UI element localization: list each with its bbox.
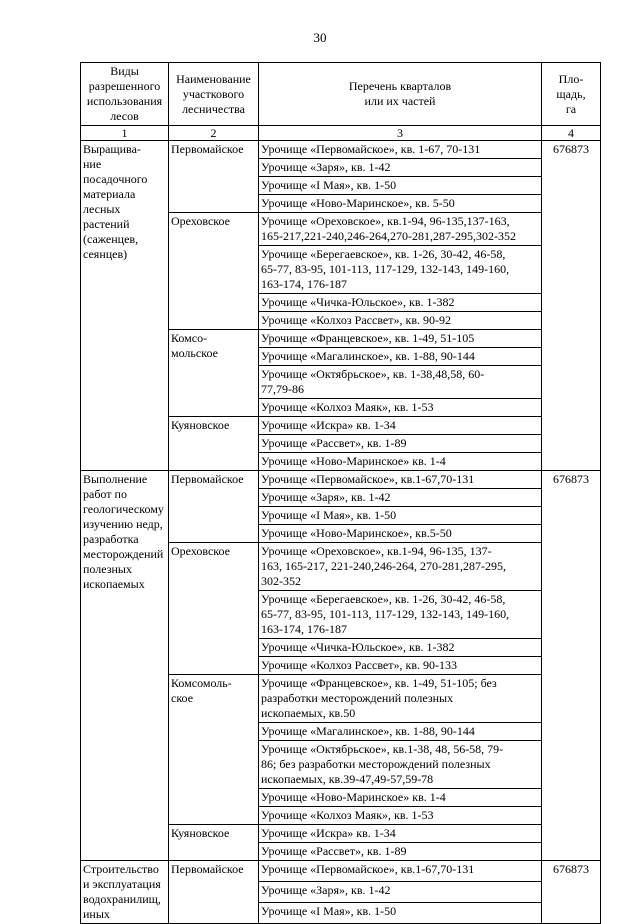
quarters-cell: [259, 366, 542, 399]
text-line: Куяновское: [171, 826, 230, 840]
text-line: разработка: [83, 532, 139, 546]
quarters-cell: [259, 471, 542, 489]
quarters-cell: [259, 591, 542, 639]
text-line: разрешенного: [88, 79, 161, 93]
text-line: Комсо-: [171, 331, 208, 345]
text-line: посадочного: [83, 172, 148, 186]
use-type-cell: [81, 141, 169, 471]
text-line: разработки месторождений полезных: [261, 691, 454, 705]
quarters-cell: [259, 177, 542, 195]
quarters-cell: [259, 843, 542, 861]
quarters-cell: [259, 723, 542, 741]
forestry-cell: [169, 861, 259, 924]
page-number: 30: [313, 30, 327, 45]
text-line: Урочище «Заря», кв. 1-42: [261, 160, 391, 174]
text-line: 77,79-86: [261, 382, 304, 396]
text-line: геологическому: [83, 502, 164, 516]
quarters-cell: [259, 348, 542, 366]
text-line: Урочище «Заря», кв. 1-42: [261, 490, 391, 504]
text-line: ископаемых, кв.39-47,49-57,59-78: [261, 772, 434, 786]
text-line: Урочище «Магалинское», кв. 1-88, 90-144: [261, 349, 475, 363]
quarters-cell: [259, 807, 542, 825]
quarters-cell: [259, 312, 542, 330]
text-line: Урочище «I Мая», кв. 1-50: [261, 904, 397, 918]
table-row: [81, 861, 601, 882]
quarters-cell: [259, 213, 542, 246]
text-line: щадь,: [556, 86, 586, 101]
quarters-cell: [259, 903, 542, 924]
text-line: Урочище «Ново-Маринское», кв. 5-50: [261, 196, 455, 210]
text-line: месторождений: [83, 547, 164, 561]
text-line: 65-77, 83-95, 101-113, 117-129, 132-143, 149-160,: [261, 607, 510, 621]
text-line: сеянцев): [83, 247, 128, 261]
forestry-cell: [169, 543, 259, 675]
text-line: или их частей: [364, 94, 436, 108]
column-number: 1: [81, 126, 169, 141]
quarters-cell: [259, 543, 542, 591]
quarters-cell: [259, 861, 542, 882]
text-line: Комсомоль-: [171, 676, 232, 690]
text-line: изучению недр,: [83, 517, 163, 531]
text-line: Урочище «Первомайское», кв. 1-67, 70-131: [261, 142, 481, 156]
text-line: Выращива-: [83, 142, 141, 156]
text-line: материала: [83, 187, 136, 201]
text-line: Урочище «I Мая», кв. 1-50: [261, 508, 397, 522]
text-line: Урочище «I Мая», кв. 1-50: [261, 178, 397, 192]
text-line: Урочище «Чичка-Юльское», кв. 1-382: [261, 640, 455, 654]
text-line: 302-352: [261, 574, 301, 588]
text-line: 165-217,221-240,246-264,270-281,287-295,302-352: [261, 229, 516, 243]
text-line: ископаемых, кв.50: [261, 706, 356, 720]
table-row: [81, 141, 601, 159]
text-line: 65-77, 83-95, 101-113, 117-129, 132-143, 149-160,: [261, 262, 510, 276]
forest-use-table: [80, 62, 601, 924]
area-cell: 676873: [542, 861, 601, 924]
text-line: Урочище «Чичка-Юльское», кв. 1-382: [261, 295, 455, 309]
text-line: и эксплуатация: [83, 877, 161, 891]
column-number: 3: [259, 126, 542, 141]
quarters-cell: [259, 246, 542, 294]
text-line: га: [565, 101, 577, 116]
quarters-cell: [259, 657, 542, 675]
use-type-cell: [81, 861, 169, 924]
text-line: Урочище «Колхоз Рассвет», кв. 90-133: [261, 658, 457, 672]
text-line: Ореховское: [171, 214, 230, 228]
quarters-cell: [259, 675, 542, 723]
text-line: Урочище «Искра» кв. 1-34: [261, 418, 396, 432]
text-line: Первомайское: [171, 862, 244, 876]
column-number: 4: [542, 126, 601, 141]
text-line: (саженцев,: [83, 232, 139, 246]
text-line: полезных: [83, 562, 132, 576]
text-line: Урочище «Магалинское», кв. 1-88, 90-144: [261, 724, 475, 738]
quarters-cell: [259, 525, 542, 543]
quarters-cell: [259, 489, 542, 507]
text-line: иных: [83, 907, 110, 921]
text-line: 163-174, 176-187: [261, 622, 347, 636]
quarters-cell: [259, 417, 542, 435]
text-line: лесных: [83, 202, 121, 216]
text-line: Выполнение: [83, 472, 148, 486]
text-line: Урочище «Берегаевское», кв. 1-26, 30-42, 46-58,: [261, 592, 506, 606]
quarters-cell: [259, 453, 542, 471]
header-area: [542, 63, 601, 126]
text-line: Строительство: [83, 862, 159, 876]
text-line: Урочище «Первомайское», кв.1-67,70-131: [261, 862, 475, 876]
forestry-cell: [169, 213, 259, 330]
quarters-cell: [259, 141, 542, 159]
forestry-cell: [169, 675, 259, 825]
text-line: ское: [171, 691, 194, 705]
text-line: Урочище «Францевское», кв. 1-49, 51-105: [261, 331, 475, 345]
header-forestry: [169, 63, 259, 126]
text-line: водохранилищ,: [83, 892, 161, 906]
text-line: ние: [83, 157, 102, 171]
quarters-cell: [259, 882, 542, 903]
quarters-cell: [259, 435, 542, 453]
text-line: Урочище «Берегаевское», кв. 1-26, 30-42, 46-58,: [261, 247, 506, 261]
forestry-cell: [169, 141, 259, 213]
quarters-cell: [259, 639, 542, 657]
text-line: Урочище «Ново-Маринское», кв.5-50: [261, 526, 452, 540]
text-line: Урочище «Ново-Маринское» кв. 1-4: [261, 454, 446, 468]
text-line: участкового: [182, 86, 245, 101]
text-line: Урочище «Заря», кв. 1-42: [261, 883, 391, 897]
text-line: Перечень кварталов: [348, 79, 452, 93]
text-line: растений: [83, 217, 130, 231]
header-quarters: [259, 63, 542, 126]
text-line: использования: [86, 94, 163, 108]
quarters-cell: [259, 789, 542, 807]
quarters-cell: [259, 159, 542, 177]
quarters-cell: [259, 330, 542, 348]
text-line: Урочище «Рассвет», кв. 1-89: [261, 844, 407, 858]
text-line: Урочище «Искра» кв. 1-34: [261, 826, 396, 840]
text-line: мольское: [171, 346, 218, 360]
table-row: [81, 471, 601, 489]
text-line: Урочище «Рассвет», кв. 1-89: [261, 436, 407, 450]
text-line: Пло-: [558, 71, 584, 86]
quarters-cell: [259, 741, 542, 789]
text-line: Урочище «Ново-Маринское» кв. 1-4: [261, 790, 446, 804]
text-line: лесничества: [182, 101, 245, 116]
quarters-cell: [259, 294, 542, 312]
text-line: Урочище «Октябрьское», кв. 1-38,48,58, 60-: [261, 367, 485, 381]
quarters-cell: [259, 399, 542, 417]
use-type-cell: [81, 471, 169, 861]
quarters-cell: [259, 507, 542, 525]
column-number: 2: [169, 126, 259, 141]
text-line: Первомайское: [171, 472, 244, 486]
text-line: Урочище «Ореховское», кв.1-94, 96-135, 137-: [261, 544, 492, 558]
forestry-cell: [169, 825, 259, 861]
quarters-cell: [259, 825, 542, 843]
forestry-cell: [169, 417, 259, 471]
text-line: лесов: [110, 109, 139, 123]
text-line: Урочище «Первомайское», кв.1-67,70-131: [261, 472, 475, 486]
text-line: Урочище «Октябрьское», кв.1-38, 48, 56-58, 79-: [261, 742, 504, 756]
text-line: Куяновское: [171, 418, 230, 432]
text-line: ископаемых: [83, 577, 145, 591]
text-line: Урочище «Колхоз Рассвет», кв. 90-92: [261, 313, 451, 327]
area-cell: 676873: [542, 471, 601, 861]
text-line: Урочище «Колхоз Маяк», кв. 1-53: [261, 400, 434, 414]
table-body: [81, 141, 601, 924]
text-line: работ по: [83, 487, 127, 501]
text-line: Виды: [110, 64, 139, 78]
text-line: Урочище «Ореховское», кв.1-94, 96-135,137-163,: [261, 214, 510, 228]
text-line: Наименование: [176, 71, 251, 86]
header-row: [81, 63, 601, 126]
text-line: 86; без разработки месторождений полезных: [261, 757, 491, 771]
quarters-cell: [259, 195, 542, 213]
text-line: 163, 165-217, 221-240,246-264, 270-281,287-295,: [261, 559, 506, 573]
area-cell: 676873: [542, 141, 601, 471]
text-line: Урочище «Колхоз Маяк», кв. 1-53: [261, 808, 434, 822]
column-numbers-row: [81, 126, 601, 141]
text-line: Урочище «Францевское», кв. 1-49, 51-105; без: [261, 676, 497, 690]
text-line: Ореховское: [171, 544, 230, 558]
forestry-cell: [169, 330, 259, 417]
text-line: Первомайское: [171, 142, 244, 156]
forestry-cell: [169, 471, 259, 543]
header-use-type: [81, 63, 169, 126]
text-line: 163-174, 176-187: [261, 277, 347, 291]
